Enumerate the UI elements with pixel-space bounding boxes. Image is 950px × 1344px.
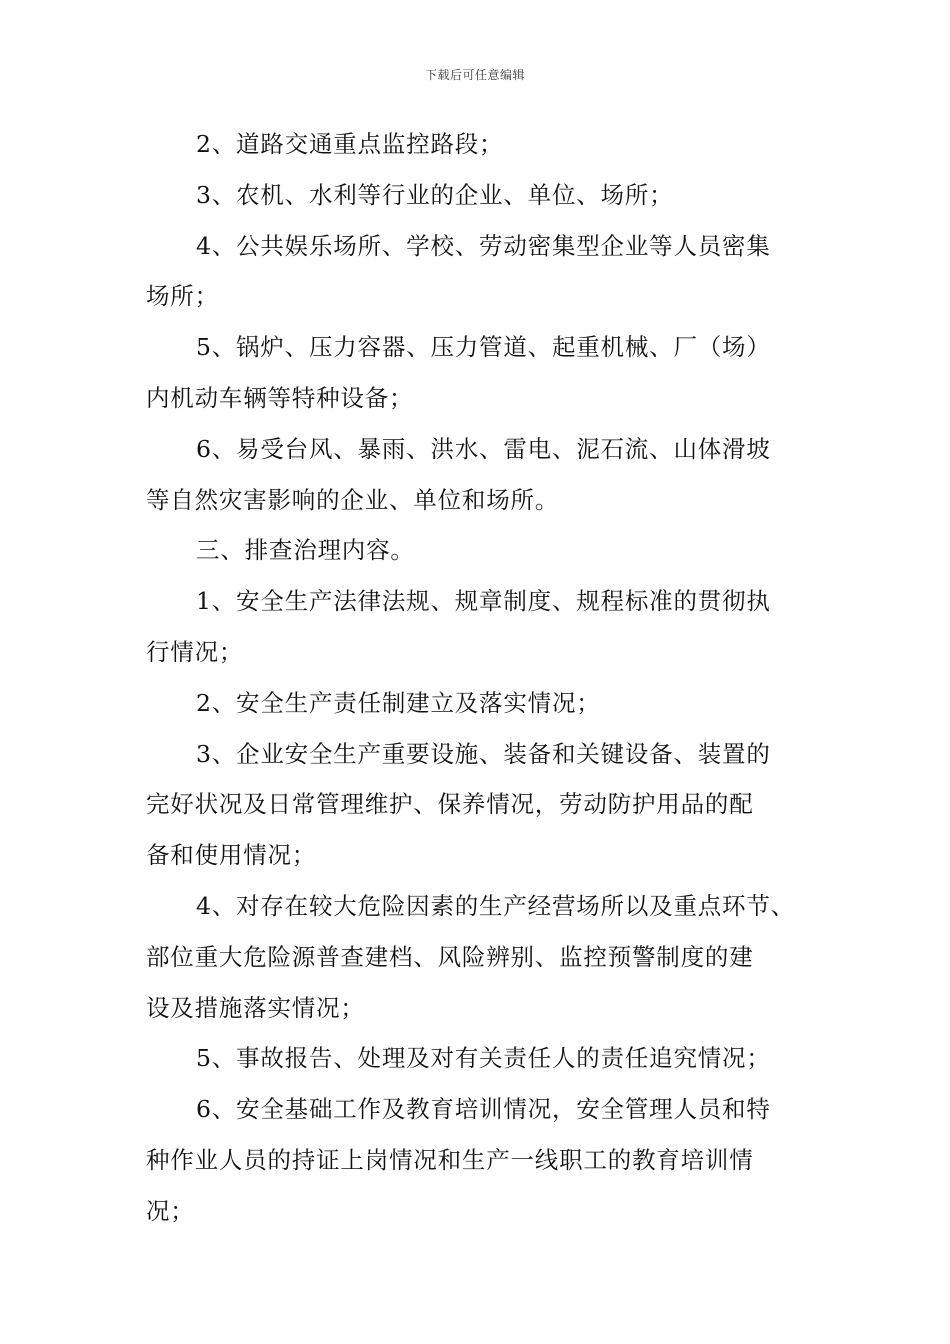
text-line: 部位重大危险源普查建档、风险辨别、监控预警制度的建 (146, 943, 754, 971)
text-line: 4、公共娱乐场所、学校、劳动密集型企业等人员密集 (196, 232, 771, 260)
text-line: 3、农机、水利等行业的企业、单位、场所； (196, 181, 674, 209)
text-line: 设及措施落实情况； (146, 994, 365, 1022)
text-line: 种作业人员的持证上岗情况和生产一线职工的教育培训情 (146, 1146, 754, 1174)
text-line: 等自然灾害影响的企业、单位和场所。 (146, 486, 560, 514)
text-line: 5、锅炉、压力容器、压力管道、起重机械、厂（场） (196, 333, 771, 361)
text-line: 3、企业安全生产重要设施、装备和关键设备、装置的 (196, 740, 771, 768)
text-line: 完好状况及日常管理维护、保养情况，劳动防护用品的配 (146, 790, 754, 818)
text-line: 备和使用情况； (146, 841, 317, 869)
text-line: 场所； (146, 282, 219, 310)
page-header: 下载后可任意编辑 (424, 68, 525, 82)
text-line: 1、安全生产法律法规、规章制度、规程标准的贯彻执 (196, 587, 771, 615)
text-line: 内机动车辆等特种设备； (146, 384, 414, 412)
text-line: 2、安全生产责任制建立及落实情况； (196, 689, 601, 717)
text-line: 行情况； (146, 638, 244, 666)
text-line: 三、排查治理内容。 (196, 536, 415, 564)
text-line: 况； (146, 1197, 195, 1225)
text-line: 5、事故报告、处理及对有关责任人的责任追究情况； (196, 1044, 771, 1072)
text-line: 6、安全基础工作及教育培训情况，安全管理人员和特 (196, 1095, 771, 1123)
text-line: 6、易受台风、暴雨、洪水、雷电、泥石流、山体滑坡 (196, 435, 771, 463)
text-line: 4、对存在较大危险因素的生产经营场所以及重点环节、 (196, 892, 795, 920)
text-line: 2、道路交通重点监控路段； (196, 130, 504, 158)
